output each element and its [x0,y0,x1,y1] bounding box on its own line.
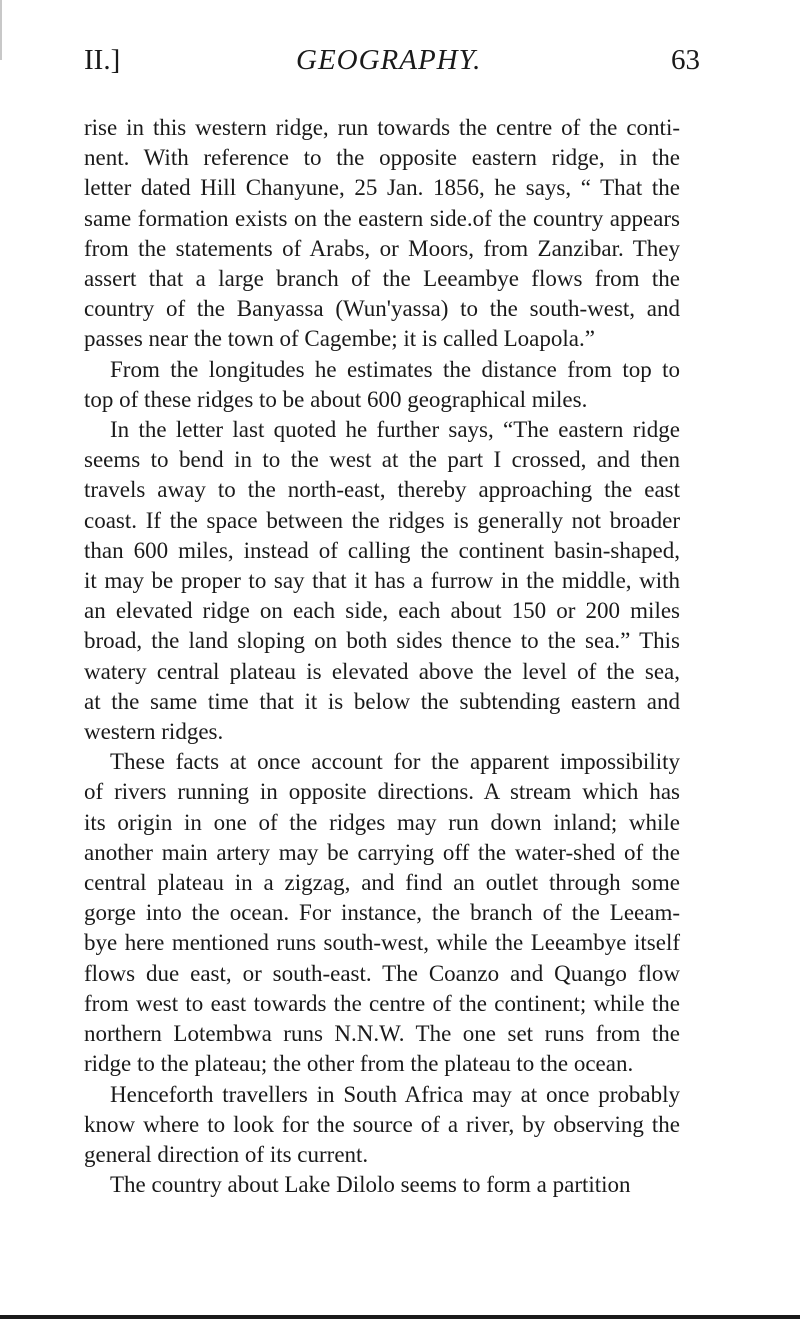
text-line: letter dated Hill Chanyune, 25 Jan. 1856, he says, “ That the [84,175,680,201]
text-line: nent. With reference to the opposite eastern ridge, in the [84,145,680,171]
text-line: In the letter last quoted he further says, “The eastern ridge [110,417,680,443]
page-number: 63 [671,44,700,76]
text-line: at the same time that it is below the subtending eastern and [84,688,680,714]
text-line: seems to bend in to the west at the part I crossed, and then [84,447,680,473]
text-line: flows due east, or south-east. The Coanzo and Quango flow [84,960,680,986]
text-line: watery central plateau is elevated above the level of the sea, [84,658,680,684]
text-line: gorge into the ocean. For instance, the branch of the Leeam- [84,900,680,926]
running-title: GEOGRAPHY. [296,44,482,76]
text-line: it may be proper to say that it has a furrow in the middle, with [84,568,680,594]
text-line: another main artery may be carrying off the water-shed of the [84,839,680,865]
text-line: western ridges. [84,719,224,745]
text-line: its origin in one of the ridges may run down inland; while [84,809,680,835]
text-line: central plateau in a zigzag, and find an outlet through some [84,870,680,896]
text-line: general direction of its current. [84,1141,369,1167]
text-line: coast. If the space between the ridges is generally not broader [84,507,680,533]
text-line: travels away to the north-east, thereby approaching the east [84,477,680,503]
text-line: Henceforth travellers in South Africa may at once probably [110,1081,680,1107]
text-line: broad, the land sloping on both sides thence to the sea.” This [84,628,680,654]
text-line: of rivers running in opposite directions. A stream which has [84,779,680,805]
text-line: an elevated ridge on each side, each about 150 or 200 miles [84,598,680,624]
text-line: from west to east towards the centre of the continent; while the [84,990,680,1016]
page-edge-line [0,0,2,60]
text-line: rise in this western ridge, run towards the centre of the conti- [84,115,680,140]
text-line: ridge to the plateau; the other from the plateau to the ocean. [84,1051,634,1077]
text-line: From the longitudes he estimates the distance from top to [110,356,680,382]
text-line: These facts at once account for the apparent impossibility [110,749,680,775]
chapter-marker: II.] [84,44,121,76]
body-text [84,113,680,1200]
text-line: than 600 miles, instead of calling the continent basin-shaped, [84,537,680,563]
text-line: passes near the town of Cagembe; it is called Loapola.” [84,326,595,352]
text-line: from the statements of Arabs, or Moors, from Zanzibar. They [84,235,680,261]
bottom-edge-rule [0,1315,800,1319]
text-line: same formation exists on the eastern side.of the country appears [84,205,680,231]
text-line: top of these ridges to be about 600 geographical miles. [84,386,588,412]
text-line: country of the Banyassa (Wun'yassa) to the south-west, and [84,296,680,322]
text-line: The country about Lake Dilolo seems to form a partition [110,1172,631,1198]
text-line: northern Lotembwa runs N.N.W. The one set runs from the [84,1021,680,1047]
text-line: bye here mentioned runs south-west, while the Leeambye itself [84,930,680,956]
text-line: assert that a large branch of the Leeambye flows from the [84,266,680,292]
text-line: know where to look for the source of a river, by observing the [84,1111,680,1137]
running-header [84,40,700,80]
